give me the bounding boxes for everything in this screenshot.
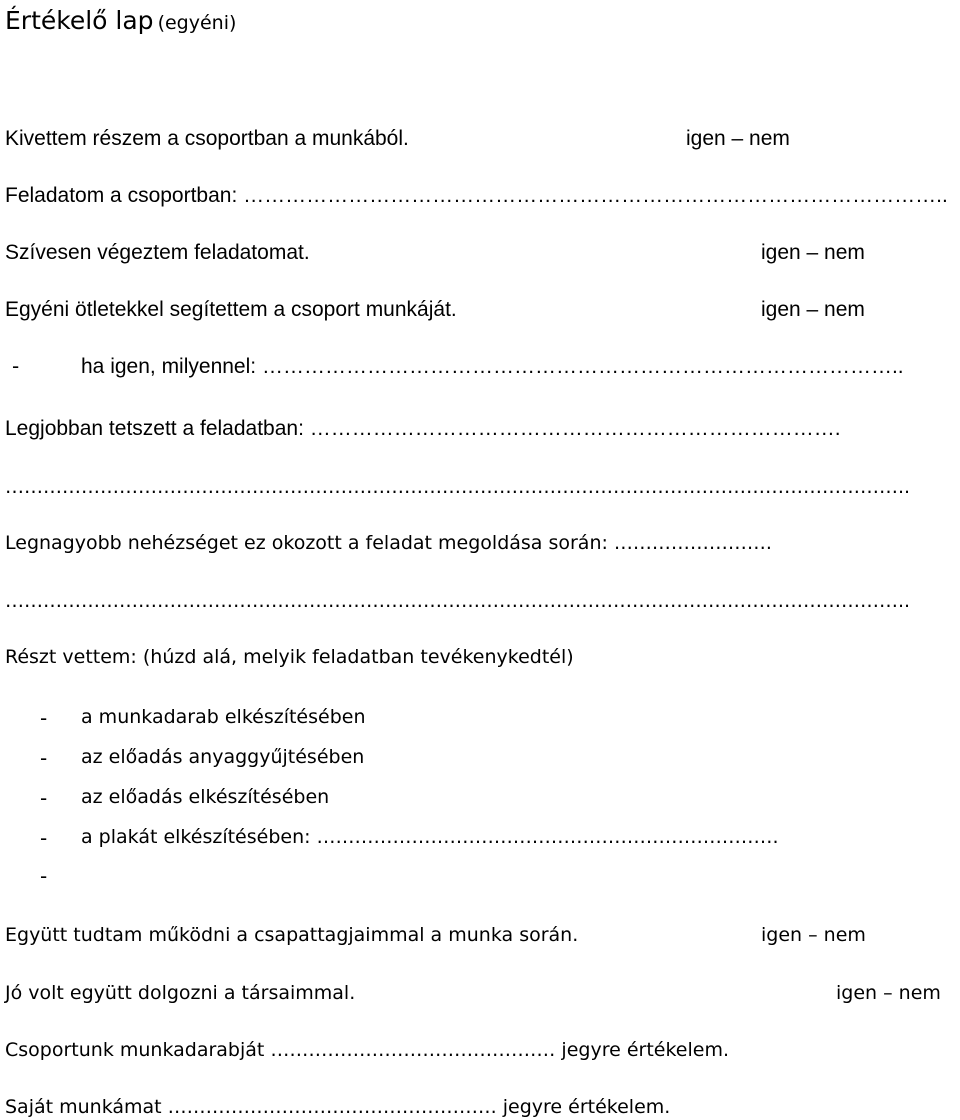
statement-good-together: Jó volt együtt dolgozni a társaimmal.	[5, 982, 356, 1004]
list-dash: -	[40, 746, 48, 770]
list-dash: -	[12, 354, 20, 378]
list-dash: -	[40, 826, 48, 850]
answer-cooperated: igen – nem	[761, 924, 866, 946]
statement-took-part: Részt vettem: (húzd alá, melyik feladatban tevékenykedtél)	[5, 646, 574, 668]
dotted-answer-line: ……………………………………………………………………………………………………………………………..	[5, 590, 911, 612]
list-dash: -	[40, 786, 48, 810]
answer-enjoyed-task: igen – nem	[761, 241, 865, 264]
title-main: Értékelő lap	[5, 6, 154, 35]
statement-biggest-difficulty: Legnagyobb nehézséget ez okozott a feladat megoldása során: …………………….	[5, 532, 772, 554]
list-item: az előadás anyaggyűjtésében	[81, 746, 365, 768]
list-item: a plakát elkészítésében: ……………………………………………………………….	[81, 826, 779, 848]
statement-enjoyed-task: Szívesen végeztem feladatomat.	[5, 241, 310, 264]
statement-participated: Kivettem részem a csoportban a munkából.	[5, 127, 409, 150]
answer-good-together: igen – nem	[836, 982, 941, 1004]
list-item: az előadás elkészítésében	[81, 786, 330, 808]
list-dash: -	[40, 864, 48, 888]
answer-participated: igen – nem	[686, 127, 790, 150]
statement-which-ideas: ha igen, milyennel: ………………………………………………………………………………..	[81, 355, 904, 378]
statement-cooperated: Együtt tudtam működni a csapattagjaimmal a munka során.	[5, 924, 579, 946]
statement-own-grade: Saját munkámat ……………………………………………. jegyre értékelem.	[5, 1096, 671, 1118]
list-dash: -	[40, 706, 48, 730]
title-sub: (egyéni)	[157, 12, 237, 34]
statement-own-ideas: Egyéni ötletekkel segítettem a csoport munkáját.	[5, 298, 457, 321]
answer-own-ideas: igen – nem	[761, 298, 865, 321]
statement-my-task: Feladatom a csoportban: ………………………………………………………………………………………..	[5, 184, 948, 207]
statement-liked-most: Legjobban tetszett a feladatban: ………………………………………………………………….	[5, 417, 841, 440]
page-title	[5, 8, 236, 33]
dotted-answer-line: ……………………………………………………………………………………………………………………………..	[5, 476, 911, 498]
statement-group-grade: Csoportunk munkadarabját ……………………………………… jegyre értékelem.	[5, 1039, 730, 1061]
list-item: a munkadarab elkészítésében	[81, 706, 366, 728]
